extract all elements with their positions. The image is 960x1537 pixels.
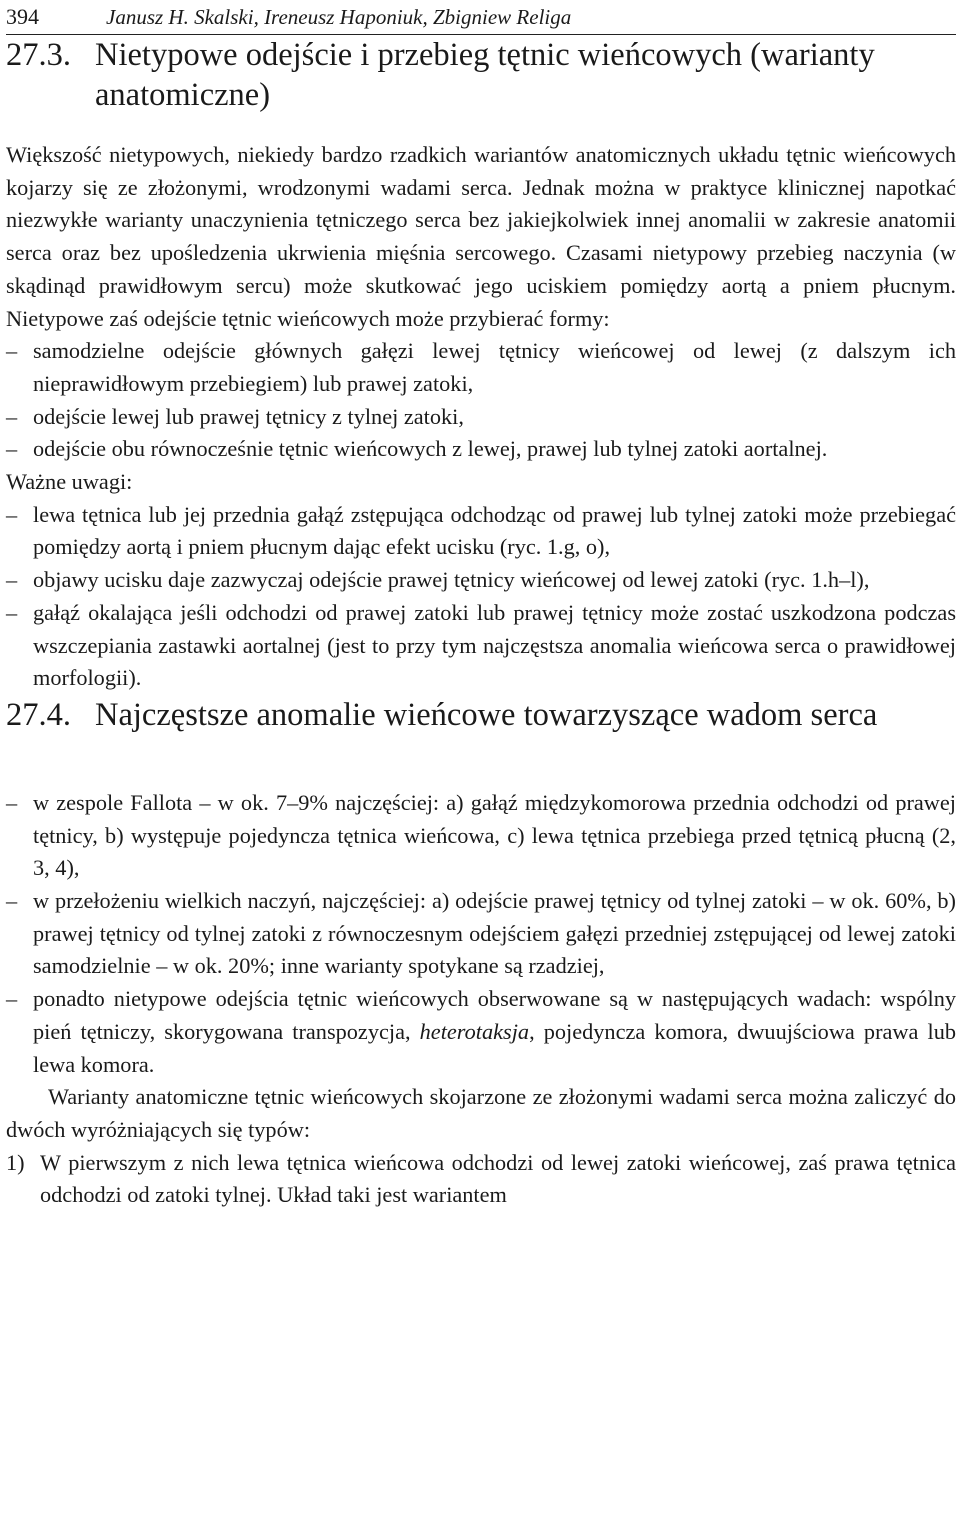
list-item: – w zespole Fallota – w ok. 7–9% najczęściej: a) gałąź międzykomorowa przednia odchodzi od prawej tętnicy, b) występuje pojedyncza tętnica wieńcowa, c) lewa tętnica przebiega przed tętnicą płucną (2, 3, 4), <box>6 787 956 885</box>
list-item: – samodzielne odejście głównych gałęzi lewej tętnicy wieńcowej od lewej (z dalszym ich nieprawidłowym przebiegiem) lub prawej zatoki, <box>6 335 956 400</box>
list-item: – w przełożeniu wielkich naczyń, najczęściej: a) odejście prawej tętnicy od tylnej zatoki – w ok. 60%, b) prawej tętnicy od tylnej zatoki z równoczesnym odejściem gałęzi przedniej zstępującej od lewej zatoki samodzielnie – w ok. 20%; inne warianty spotykane są rzadziej, <box>6 885 956 983</box>
item-text: W pierwszym z nich lewa tętnica wieńcowa odchodzi od lewej zatoki wieńcowej, zaś prawa tętnica odchodzi od zatoki tylnej. Układ taki jest wariantem <box>40 1149 956 1208</box>
section-heading-27-4 <box>6 695 956 735</box>
section-27-3-body <box>6 139 956 695</box>
list-item: – objawy ucisku daje zazwyczaj odejście prawej tętnicy wieńcowej od lewej zatoki (ryc. 1.h–l), <box>6 564 956 597</box>
italic-term: heterotaksja <box>419 1018 530 1044</box>
running-header-authors: Janusz H. Skalski, Ireneusz Haponiuk, Zbigniew Religa <box>106 5 572 29</box>
section-27-4-body <box>6 787 956 1212</box>
anomalies-list <box>6 787 956 1081</box>
section-heading-27-3 <box>6 35 956 115</box>
list-item: – lewa tętnica lub jej przednia gałąź zstępująca odchodząc od prawej lub tylnej zatoki może przebiegać pomiędzy aortą i pniem płucnym dając efekt ucisku (ryc. 1.g, o), <box>6 499 956 564</box>
section-title: Nietypowe odejście i przebieg tętnic wieńcowych (warianty anatomiczne) <box>95 37 875 113</box>
list-number: 1) <box>6 1149 25 1175</box>
body-paragraph: Warianty anatomiczne tętnic wieńcowych skojarzone ze złożonymi wadami serca można zaliczyć do dwóch wyróżniających się typów: <box>6 1084 956 1142</box>
types-list <box>6 1147 956 1212</box>
item-text: , pojedyncza komora, dwuujściowa prawa lub lewa komora. <box>33 1018 956 1077</box>
body-paragraph: Większość nietypowych, niekiedy bardzo rzadkich wariantów anatomicznych układu tętnic wieńcowych kojarzy się ze złożonymi, wrodzonymi wadami serca. Jednak można w praktyce klinicznej napotkać niezwykłe warianty unaczynienia tętniczego serca bez jakiejkolwiek innej anomalii w zakresie anatomii serca oraz bez upośledzenia ukrwienia mięśnia sercowego. Czasami nietypowy przebieg naczynia (w skądinąd prawidłowym sercu) może skutkować jego uciskiem pomiędzy aortą a pniem płucnym. Nietypowe zaś odejście tętnic wieńcowych może przybierać formy: <box>6 142 956 331</box>
page-number: 394 <box>6 4 39 29</box>
list-item <box>6 983 956 1081</box>
notes-list <box>6 499 956 695</box>
list-item: – odejście obu równocześnie tętnic wieńcowych z lewej, prawej lub tylnej zatoki aortalnej. <box>6 433 956 466</box>
document-page <box>6 0 956 1212</box>
list-item <box>6 1147 956 1212</box>
section-number: 27.4. <box>6 696 71 733</box>
running-header <box>6 0 956 35</box>
item-text: ponadto nietypowe odejścia tętnic wieńcowych obserwowane są w następujących wadach: wspólny pień tętniczy, skorygowana transpozycja, <box>33 986 956 1044</box>
list-item: – odejście lewej lub prawej tętnicy z tylnej zatoki, <box>6 401 956 434</box>
section-title: Najczęstsze anomalie wieńcowe towarzyszące wadom serca <box>95 696 878 733</box>
list-item: – gałąź okalająca jeśli odchodzi od prawej zatoki lub prawej tętnicy może zostać uszkodzona podczas wszczepiania zastawki aortalnej (jest to przy tym najczęstsza anomalia wieńcowa serca o prawidłowej morfologii). <box>6 597 956 695</box>
section-number: 27.3. <box>6 37 71 73</box>
notes-label: Ważne uwagi: <box>6 469 133 495</box>
forms-list <box>6 335 956 466</box>
